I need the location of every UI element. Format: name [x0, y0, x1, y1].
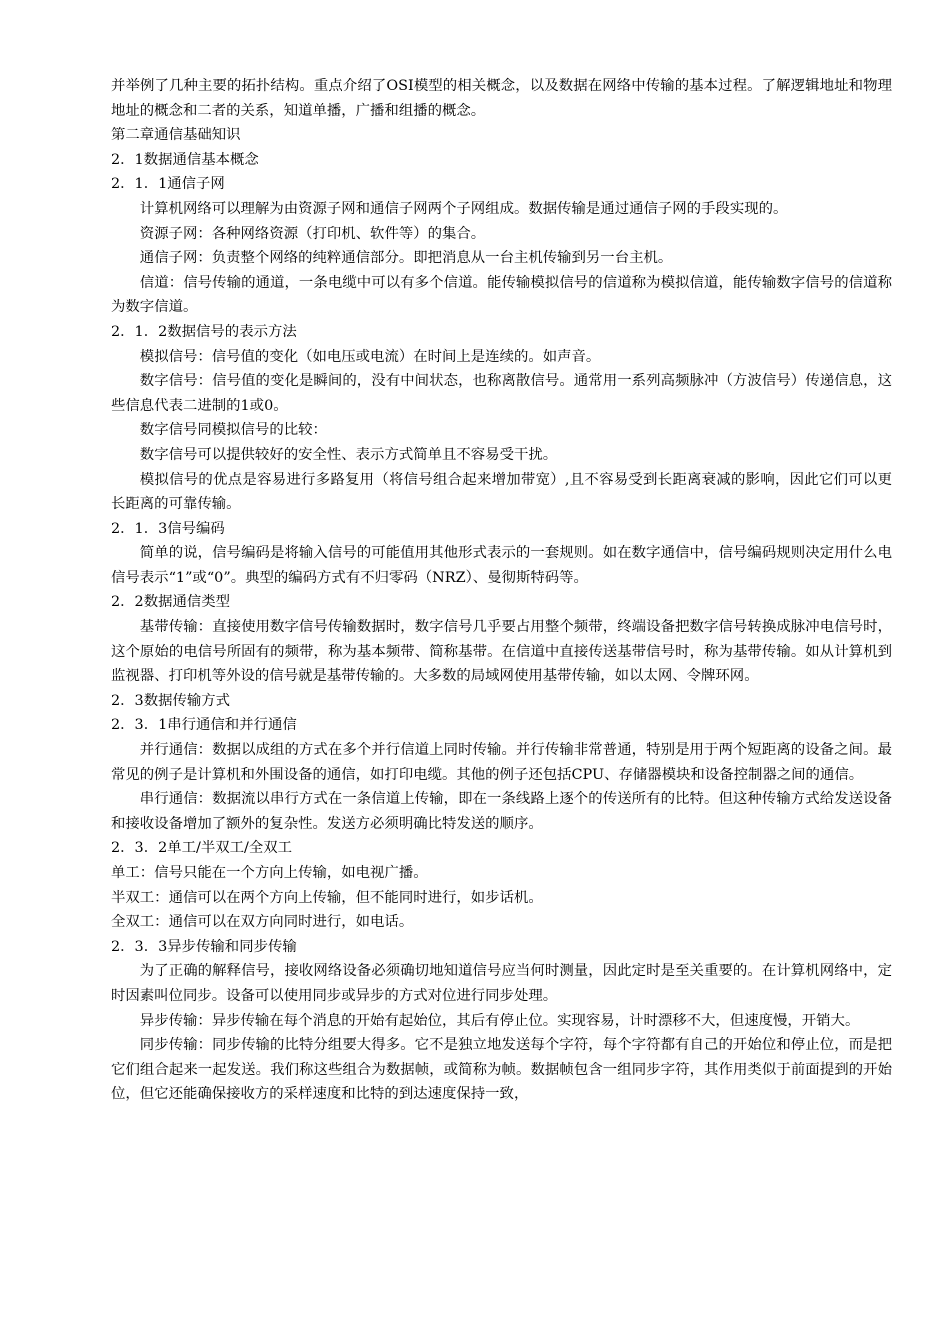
- paragraph: 半双工：通信可以在两个方向上传输，但不能同时进行，如步话机。: [111, 889, 543, 906]
- paragraph: 资源子网：各种网络资源（打印机、软件等）的集合。: [139, 225, 486, 242]
- subsection-heading: 2．1．1通信子网: [111, 176, 225, 193]
- paragraph: 信道：信号传输的通道，一条电缆中可以有多个信道。能传输模拟信号的信道称为模拟信道，能传输数字信号的信道称为数字信道。: [111, 274, 892, 316]
- paragraph: 模拟信号的优点是容易进行多路复用（将信号组合起来增加带宽）,且不容易受到长距离衰减的影响，因此它们可以更长距离的可靠传输。: [111, 471, 892, 513]
- paragraph: 异步传输：异步传输在每个消息的开始有起始位，其后有停止位。实现容易，计时漂移不大，但速度慢，开销大。: [139, 1012, 860, 1029]
- document-page: [111, 74, 892, 1107]
- paragraph: 并举例了几种主要的拓扑结构。重点介绍了OSI模型的相关概念，以及数据在网络中传输的基本过程。了解逻辑地址和物理地址的概念和二者的关系，知道单播，广播和组播的概念。: [111, 78, 892, 119]
- paragraph: 为了正确的解释信号，接收网络设备必须确切地知道信号应当何时测量，因此定时是至关重要的。在计算机网络中，定时因素叫位同步。设备可以使用同步或异步的方式对位进行同步处理。: [111, 963, 892, 1004]
- subsection-heading: 2．1．3信号编码: [111, 520, 225, 537]
- paragraph: 通信子网：负责整个网络的纯粹通信部分。即把消息从一台主机传输到另一台主机。: [139, 250, 673, 267]
- paragraph: 简单的说，信号编码是将输入信号的可能值用其他形式表示的一套规则。如在数字通信中，信号编码规则决定用什么电信号表示“1”或“0”。典型的编码方式有不归零码（NRZ）、曼彻斯特码等。: [111, 545, 892, 586]
- subsection-heading: 2．3．1串行通信和并行通信: [111, 717, 297, 734]
- paragraph: 数字信号：信号值的变化是瞬间的，没有中间状态，也称离散信号。通常用一系列高频脉冲（方波信号）传递信息，这些信息代表二进制的1或0。: [111, 373, 892, 414]
- paragraph: 模拟信号：信号值的变化（如电压或电流）在时间上是连续的。如声音。: [139, 348, 601, 365]
- chapter-heading: 第二章通信基础知识: [111, 127, 241, 144]
- paragraph: 同步传输：同步传输的比特分组要大得多。它不是独立地发送每个字符，每个字符都有自己的开始位和停止位，而是把它们组合起来一起发送。我们称这些组合为数据帧，或简称为帧。数据帧包含一组同步字符，其作用类似于前面提到的开始位，但它还能确保接收方的采样速度和比特的到达速度保持一致，: [111, 1037, 892, 1103]
- paragraph: 全双工：通信可以在双方向同时进行，如电话。: [111, 914, 414, 931]
- paragraph: 基带传输：直接使用数字信号传输数据时，数字信号几乎要占用整个频带，终端设备把数字信号转换成脉冲电信号时，这个原始的电信号所固有的频带，称为基本频带、简称基带。在信道中直接传送基带信号时，称为基带传输。如从计算机到监视器、打印机等外设的信号就是基带传输的。大多数的局域网使用基带传输，如以太网、令牌环网。: [111, 619, 892, 685]
- paragraph: 数字信号同模拟信号的比较：: [139, 422, 327, 439]
- section-heading: 2．3数据传输方式: [111, 692, 231, 709]
- subsection-heading: 2．3．2单工/半双工/全双工: [111, 840, 293, 857]
- section-heading: 2．1数据通信基本概念: [111, 151, 259, 168]
- section-heading: 2．2数据通信类型: [111, 594, 231, 611]
- paragraph: 单工：信号只能在一个方向上传输，如电视广播。: [111, 865, 428, 881]
- subsection-heading: 2．1．2数据信号的表示方法: [111, 323, 297, 340]
- paragraph: 串行通信：数据流以串行方式在一条信道上传输，即在一条线路上逐个的传送所有的比特。但这种传输方式给发送设备和接收设备增加了额外的复杂性。发送方必须明确比特发送的顺序。: [111, 791, 892, 832]
- subsection-heading: 2．3．3异步传输和同步传输: [111, 938, 297, 955]
- paragraph: 并行通信：数据以成组的方式在多个并行信道上同时传输。并行传输非常普通，特别是用于两个短距离的设备之间。最常见的例子是计算机和外围设备的通信，如打印电缆。其他的例子还包括CPU、存储器模块和设备控制器之间的通信。: [111, 742, 892, 783]
- paragraph: 数字信号可以提供较好的安全性、表示方式简单且不容易受干扰。: [139, 446, 558, 463]
- paragraph: 计算机网络可以理解为由资源子网和通信子网两个子网组成。数据传输是通过通信子网的手段实现的。: [139, 200, 788, 217]
